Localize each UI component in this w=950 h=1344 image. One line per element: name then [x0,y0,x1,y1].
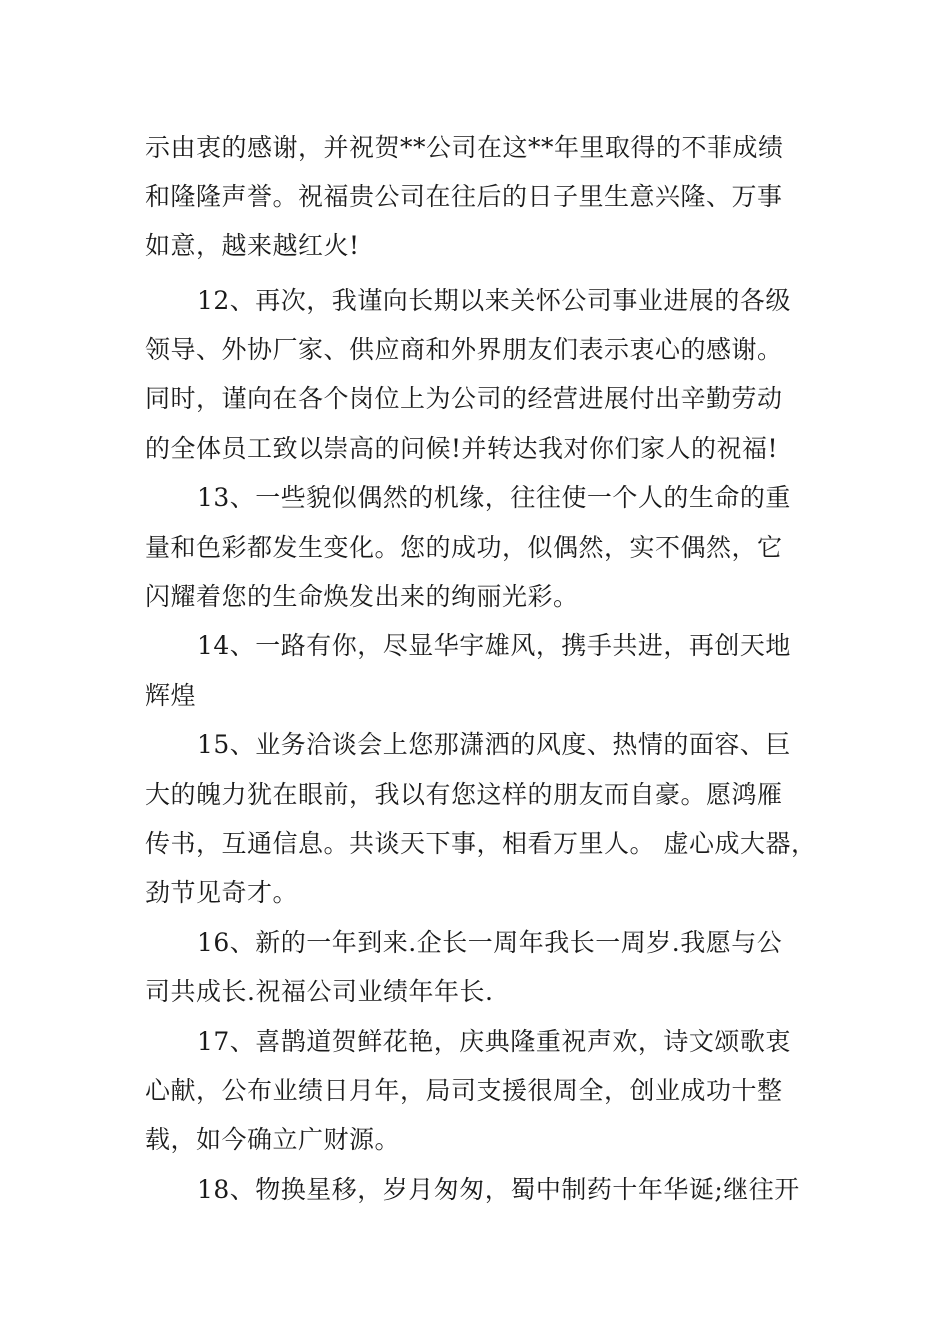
text-line: 的全体员工致以崇高的问候!并转达我对你们家人的祝福! [145,434,779,463]
text-line: 量和色彩都发生变化。您的成功，似偶然，实不偶然，它 [145,533,783,562]
text-line: 闪耀着您的生命焕发出来的绚丽光彩。 [145,582,579,611]
text-line: 司共成长.祝福公司业绩年年长. [145,977,494,1006]
paragraph-15-start: 15、业务洽谈会上您那潇洒的风度、热情的面容、巨 [197,730,791,759]
text-line: 心献，公布业绩日月年，局司支援很周全，创业成功十整 [145,1076,783,1105]
paragraph-17-start: 17、喜鹊道贺鲜花艳，庆典隆重祝声欢，诗文颂歌衷 [197,1027,791,1056]
text-line: 传书，互通信息。共谈天下事，相看万里人。 虚心成大器， [145,829,817,858]
text-line: 劲节见奇才。 [145,878,299,907]
paragraph-13-start: 13、一些貌似偶然的机缘，往往使一个人的生命的重 [197,483,791,512]
text-line: 示由衷的感谢，并祝贺**公司在这**年里取得的不菲成绩 [145,133,784,162]
text-line: 和隆隆声誉。祝福贵公司在往后的日子里生意兴隆、万事 [145,182,783,211]
text-line: 大的魄力犹在眼前，我以有您这样的朋友而自豪。愿鸿雁 [145,780,783,809]
text-line: 如意，越来越红火! [145,231,360,260]
paragraph-14-start: 14、一路有你，尽显华宇雄风，携手共进，再创天地 [197,631,791,660]
paragraph-18-start: 18、物换星移，岁月匆匆，蜀中制药十年华诞;继往开 [197,1175,800,1204]
paragraph-16-start: 16、新的一年到来.企长一周年我长一周岁.我愿与公 [197,928,783,957]
paragraph-12-start: 12、再次，我谨向长期以来关怀公司事业进展的各级 [197,286,791,315]
text-line: 辉煌 [145,681,197,710]
text-line: 领导、外协厂家、供应商和外界朋友们表示衷心的感谢。 [145,335,783,364]
text-line: 载，如今确立广财源。 [145,1125,401,1154]
text-line: 同时，谨向在各个岗位上为公司的经营进展付出辛勤劳动 [145,384,783,413]
